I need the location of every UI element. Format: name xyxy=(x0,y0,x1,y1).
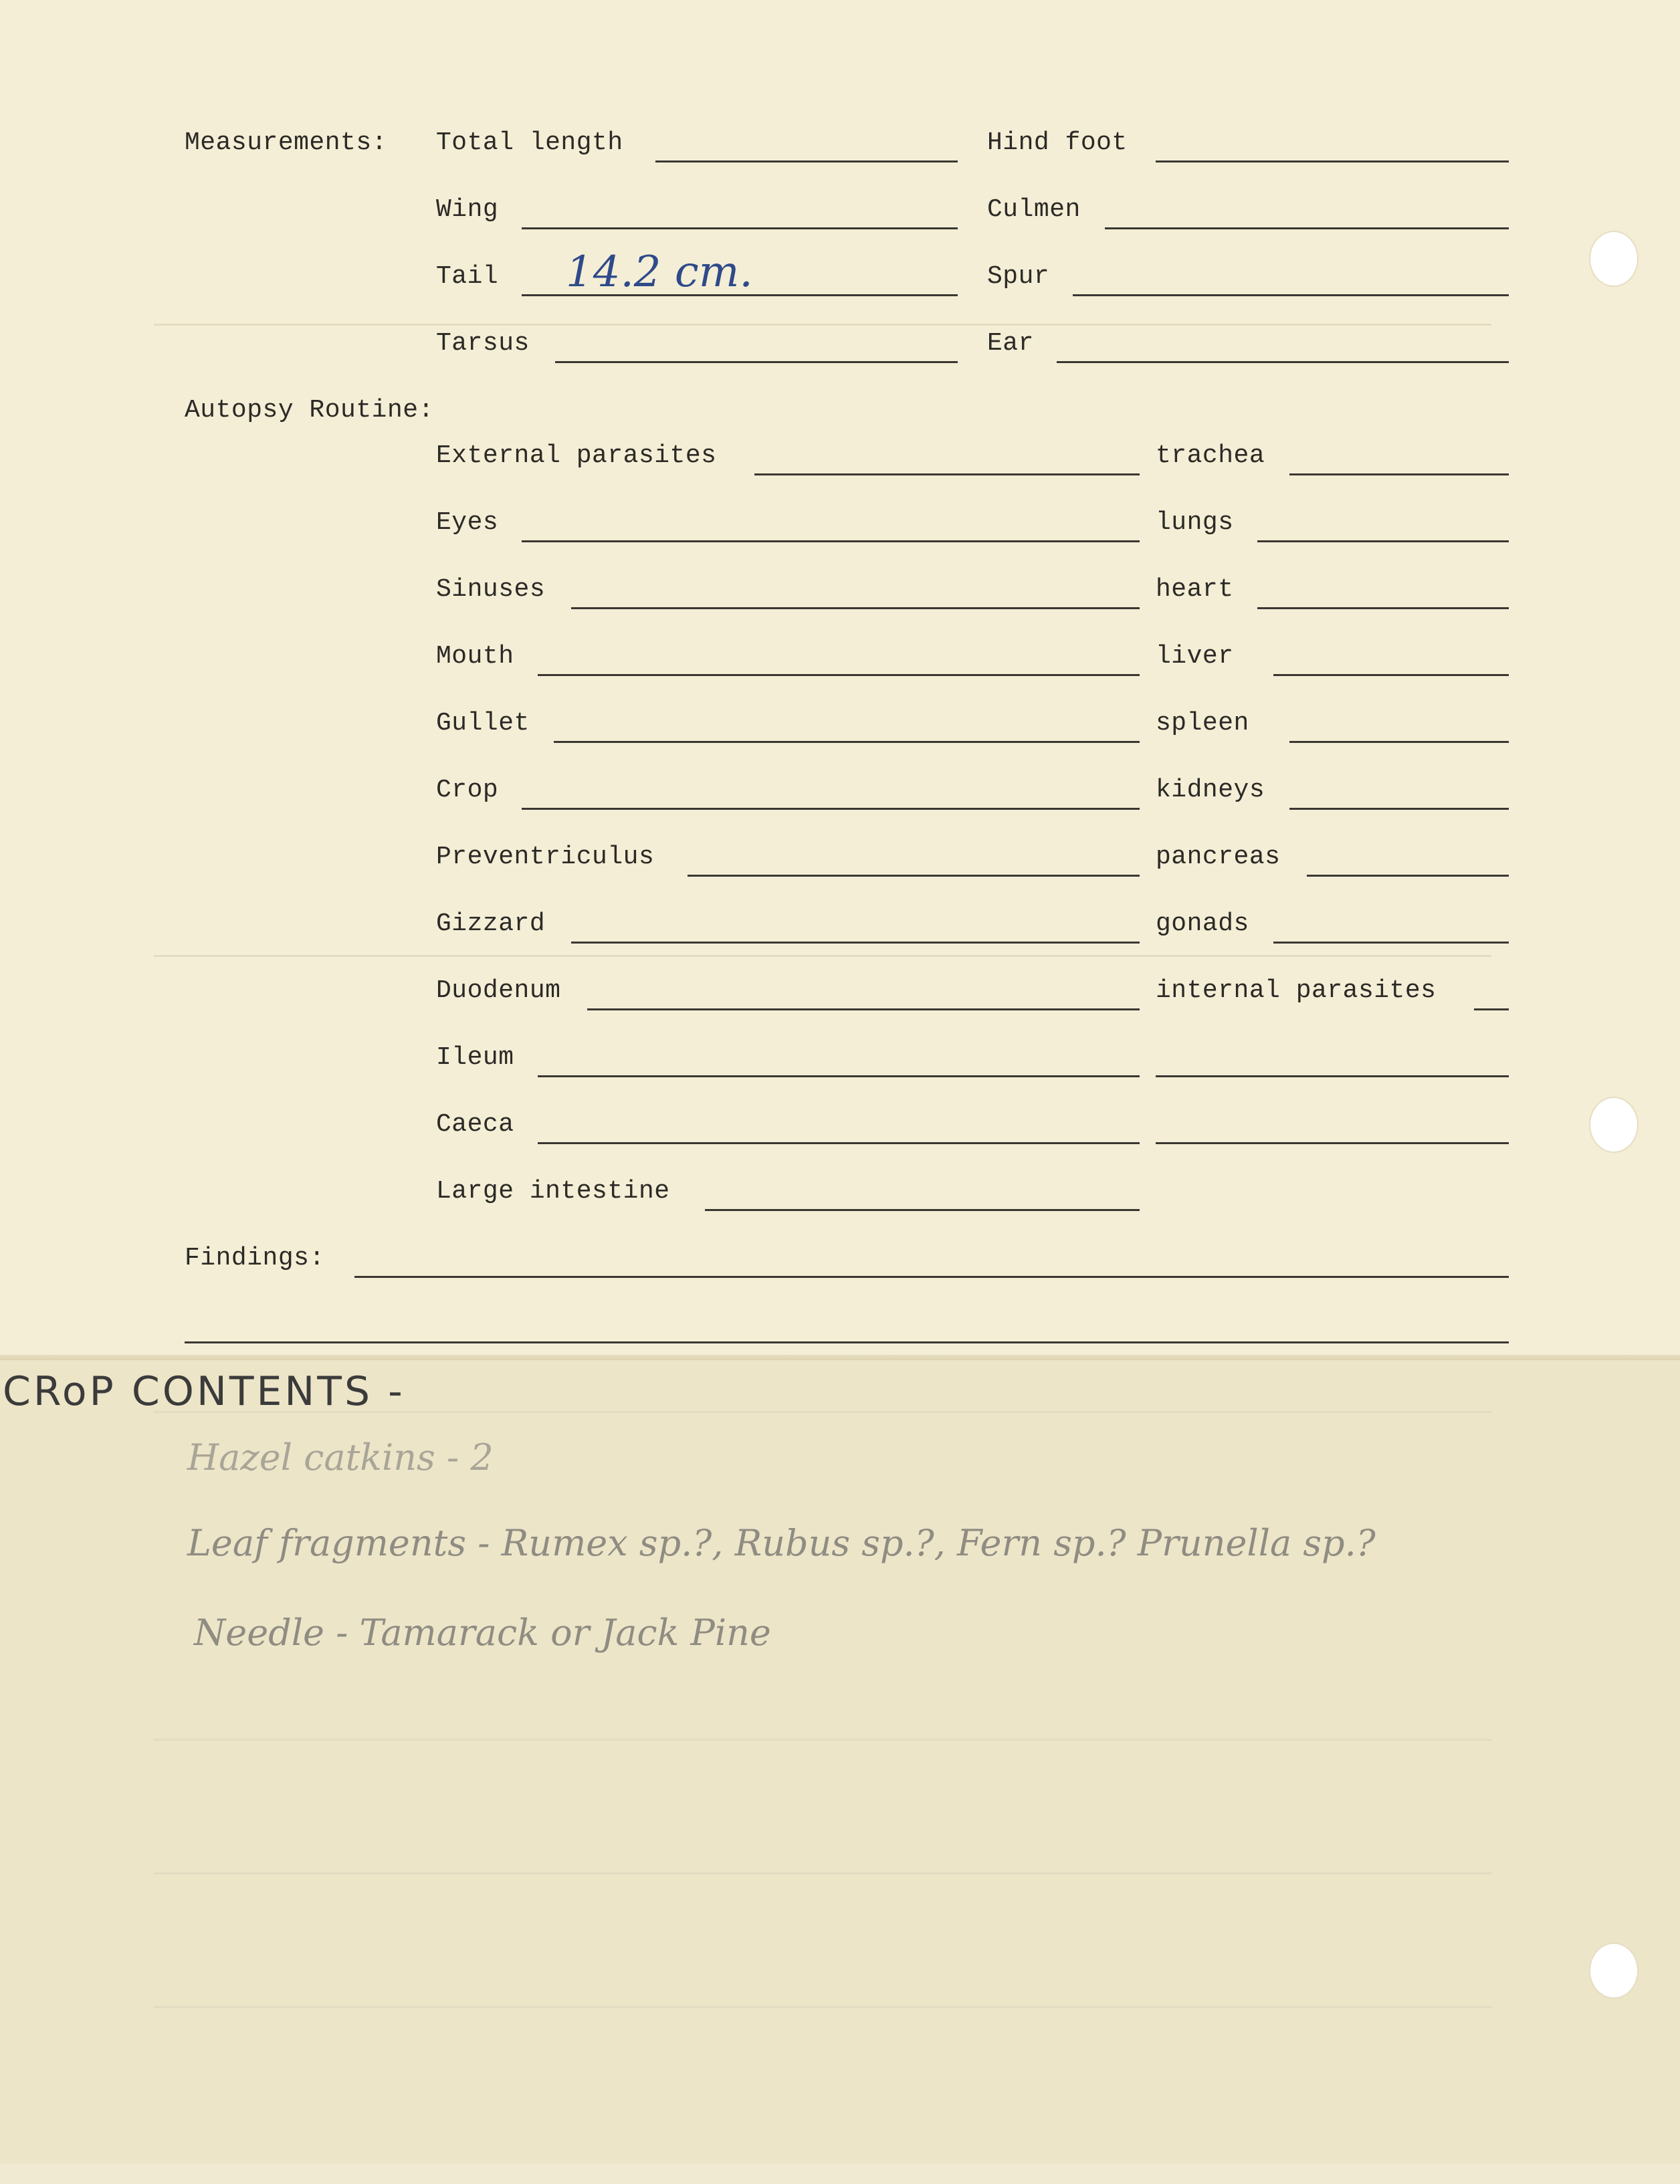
tarsus-field[interactable] xyxy=(555,361,958,363)
trachea-field[interactable] xyxy=(1289,473,1509,475)
eyes-label: Eyes xyxy=(436,508,499,537)
gizzard-label: Gizzard xyxy=(436,909,546,938)
eyes-field[interactable] xyxy=(522,540,1140,542)
pancreas-label: pancreas xyxy=(1156,843,1281,871)
wing-label: Wing xyxy=(436,195,499,224)
heart-label: heart xyxy=(1156,575,1234,604)
tail-label: Tail xyxy=(436,262,499,291)
spleen-field[interactable] xyxy=(1289,741,1509,743)
liver-label: liver xyxy=(1156,642,1234,671)
sheet-edge xyxy=(0,1355,1680,1360)
liver-field[interactable] xyxy=(1273,674,1509,676)
caeca-label: Caeca xyxy=(436,1110,514,1139)
external-parasites-label: External parasites xyxy=(436,441,717,470)
internal-parasites-label: internal parasites xyxy=(1156,976,1437,1005)
total-length-label: Total length xyxy=(436,128,623,157)
heart-field[interactable] xyxy=(1257,607,1509,609)
sinuses-label: Sinuses xyxy=(436,575,546,604)
preventriculus-field[interactable] xyxy=(688,875,1140,877)
wing-field[interactable] xyxy=(522,227,958,229)
crop-label: Crop xyxy=(436,776,499,804)
caeca-field[interactable] xyxy=(538,1142,1140,1144)
spur-field[interactable] xyxy=(1073,294,1509,296)
preventriculus-label: Preventriculus xyxy=(436,843,655,871)
crop-contents-line-2: Leaf fragments - Rumex sp.?, Rubus sp.?, Fern sp.? Prunella sp.? xyxy=(187,1522,1376,1564)
gonads-label: gonads xyxy=(1156,909,1249,938)
duodenum-field[interactable] xyxy=(587,1008,1140,1010)
extra-organ-field[interactable] xyxy=(1156,1142,1509,1144)
culmen-field[interactable] xyxy=(1105,227,1509,229)
ileum-label: Ileum xyxy=(436,1043,514,1072)
findings-field-1[interactable] xyxy=(354,1276,1509,1278)
spur-label: Spur xyxy=(987,262,1050,291)
ghost-line xyxy=(154,1872,1491,1874)
mouth-field[interactable] xyxy=(538,674,1140,676)
measurements-heading: Measurements: xyxy=(185,128,387,157)
mouth-label: Mouth xyxy=(436,642,514,671)
tarsus-label: Tarsus xyxy=(436,329,530,358)
large-intestine-field[interactable] xyxy=(705,1209,1140,1211)
punch-hole xyxy=(1589,231,1639,287)
ear-field[interactable] xyxy=(1057,361,1509,363)
punch-hole xyxy=(1589,1943,1639,1999)
lungs-label: lungs xyxy=(1156,508,1234,537)
crop-contents-line-3: Needle - Tamarack or Jack Pine xyxy=(194,1612,771,1654)
internal-parasites-field[interactable] xyxy=(1474,1008,1509,1010)
ghost-line xyxy=(154,955,1491,957)
crop-field[interactable] xyxy=(522,808,1140,810)
gizzard-field[interactable] xyxy=(571,942,1140,944)
ileum-field[interactable] xyxy=(538,1075,1140,1077)
gullet-label: Gullet xyxy=(436,709,530,738)
bottom-edge xyxy=(0,2164,1680,2184)
pancreas-field[interactable] xyxy=(1307,875,1509,877)
crop-contents-title: CRoP CONTENTS - xyxy=(3,1368,405,1415)
hind-foot-label: Hind foot xyxy=(987,128,1128,157)
hind-foot-field[interactable] xyxy=(1156,160,1509,162)
large-intestine-label: Large intestine xyxy=(436,1177,670,1206)
total-length-field[interactable] xyxy=(655,160,958,162)
ghost-line xyxy=(154,1739,1491,1741)
overlay-sheet xyxy=(0,1357,1680,2184)
extra-organ-field[interactable] xyxy=(1156,1075,1509,1077)
kidneys-field[interactable] xyxy=(1289,808,1509,810)
findings-field-2[interactable] xyxy=(185,1341,1509,1343)
ear-label: Ear xyxy=(987,329,1034,358)
spleen-label: spleen xyxy=(1156,709,1249,738)
autopsy-heading: Autopsy Routine: xyxy=(185,396,434,425)
lungs-field[interactable] xyxy=(1257,540,1509,542)
punch-hole xyxy=(1589,1097,1639,1153)
crop-contents-line-1: Hazel catkins - 2 xyxy=(187,1436,494,1479)
gonads-field[interactable] xyxy=(1273,942,1509,944)
duodenum-label: Duodenum xyxy=(436,976,561,1005)
trachea-label: trachea xyxy=(1156,441,1265,470)
kidneys-label: kidneys xyxy=(1156,776,1265,804)
findings-label: Findings: xyxy=(185,1244,325,1273)
culmen-label: Culmen xyxy=(987,195,1081,224)
external-parasites-field[interactable] xyxy=(754,473,1140,475)
sinuses-field[interactable] xyxy=(571,607,1140,609)
tail-value-handwritten: 14.2 cm. xyxy=(566,247,753,297)
ghost-line xyxy=(154,324,1491,326)
ghost-line xyxy=(154,2006,1491,2008)
gullet-field[interactable] xyxy=(554,741,1140,743)
